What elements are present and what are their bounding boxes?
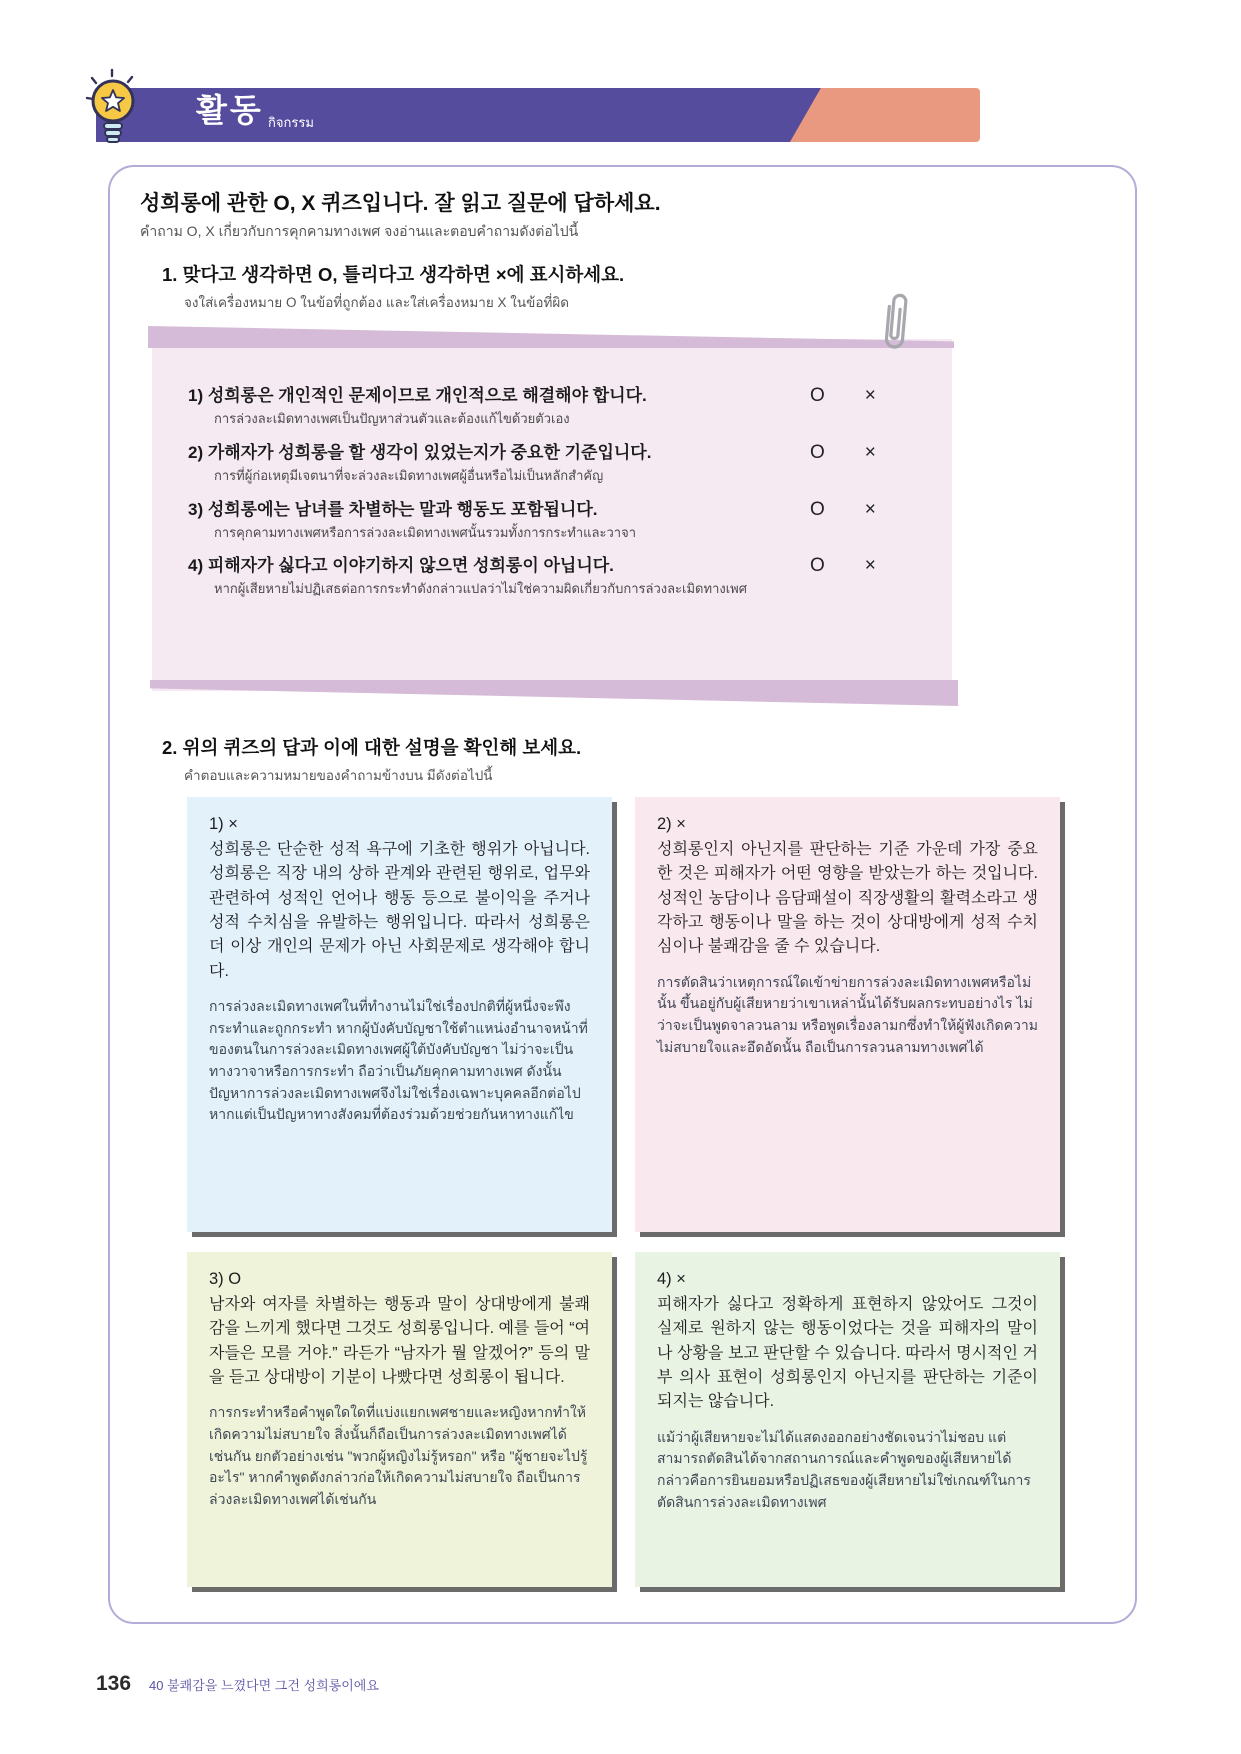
quiz-item-4 (188, 555, 952, 598)
answer-explanation-ko: 피해자가 싫다고 정확하게 표현하지 않았어도 그것이 실제로 원하지 않는 행동이었다는 것을 피해자의 말이나 상황을 보고 판단할 수 있습니다. 따라서 명시적인 거부 의사 표현이 성희롱인지 아닌지를 판단하는 기준이 되지는 않습니다. (657, 1296, 1038, 1411)
answer-box-2 (635, 797, 1060, 1232)
answer-explanation-th: การล่วงละเมิดทางเพศในที่ทำงานไม่ใช่เรื่องปกติที่ผู้หนึ่งจะพึงกระทำและถูกกระทำ หากผู้บังคับบัญชาใช้ตำแหน่งอำนาจหน้าที่ของตนในการล่วงละเมิดทางเพศผู้ใต้บังคับบัญชา ไม่ว่าจะเป็นทางวาจาหรือการกระทำ ถือว่าเป็นภัยคุกคามทางเพศ ดังนั้นปัญหาการล่วงละเมิดทางเพศจึงไม่ใช่เรื่องเฉพาะบุคคลอีกต่อไป หากแต่เป็นปัญหาทางสังคมที่ต้องร่วมด้วยช่วยกันหาทางแก้ไข (209, 997, 588, 1123)
section2-heading: 2. 위의 퀴즈의 답과 이에 대한 설명을 확인해 보세요. (162, 737, 582, 758)
quiz-item-2 (188, 442, 952, 485)
page-footer (96, 1672, 379, 1696)
quiz-item-text-th: หากผู้เสียหายไม่ปฏิเสธต่อการกระทำดังกล่าวแปลว่าไม่ใช่ความผิดเกี่ยวกับการล่วงละเมิดทางเพศ (214, 581, 747, 597)
quiz-item-3 (188, 499, 952, 542)
quiz-item-list (152, 339, 952, 598)
activity-banner (96, 88, 980, 142)
section1-heading-th: จงใส่เครื่องหมาย O ในข้อที่ถูกต้อง และใส่เครื่องหมาย X ในข้อที่ผิด (184, 295, 570, 310)
answer-x-mark[interactable]: × (864, 385, 876, 406)
quiz-item-text-th: การล่วงละเมิดทางเพศเป็นปัญหาส่วนตัวและต้องแก้ไขด้วยตัวเอง (214, 410, 570, 426)
quiz-item-text: 3) 성희롱에는 남녀를 차별하는 말과 행동도 포함됩니다. (188, 499, 598, 519)
answer-explanation-ko: 남자와 여자를 차별하는 행동과 말이 상대방에게 불쾌감을 느끼게 했다면 그것도 성희롱입니다. 예를 들어 “여자들은 모를 거야.” 라든가 “남자가 뭘 알겠어?” 등의 말을 듣고 상대방이 기분이 나빴다면 성희롱이 됩니다. (209, 1296, 590, 1386)
answers-grid (187, 797, 1060, 1587)
answer-label: 1) × (209, 815, 238, 833)
quiz-item-text: 1) 성희롱은 개인적인 문제이므로 개인적으로 해결해야 합니다. (188, 386, 647, 405)
answer-box-3 (187, 1252, 612, 1587)
answer-x-mark[interactable]: × (864, 441, 876, 463)
banner-title: 활동 (196, 92, 264, 128)
chapter-title: 40 불쾌감을 느꼈다면 그건 성희롱이에요 (149, 1678, 379, 1693)
content-container (108, 165, 1137, 1624)
answer-o-mark[interactable]: O (810, 441, 825, 463)
quiz-title-th: คำถาม O, X เกี่ยวกับการคุกคามทางเพศ จงอ่านและตอบคำถามดังต่อไปนี้ (140, 223, 579, 239)
lightbulb-icon (82, 68, 146, 152)
answer-box-4 (635, 1252, 1060, 1587)
answer-o-mark[interactable]: O (810, 385, 825, 406)
quiz-item-text-th: การคุกคามทางเพศหรือการล่วงละเมิดทางเพศนั้นรวมทั้งการกระทำและวาจา (214, 524, 637, 540)
quiz-item-text-th: การที่ผู้ก่อเหตุมีเจตนาที่จะล่วงละเมิดทางเพศผู้อื่นหรือไม่เป็นหลักสำคัญ (214, 467, 604, 483)
answer-label: 4) × (657, 1270, 686, 1288)
answer-label: 2) × (657, 815, 686, 833)
answer-x-mark[interactable]: × (864, 498, 876, 520)
quiz-item-marks (810, 500, 876, 519)
answer-box-1 (187, 797, 612, 1232)
answer-x-mark[interactable]: × (864, 555, 876, 577)
answer-o-mark[interactable]: O (810, 498, 825, 520)
quiz-item-1 (188, 385, 952, 428)
quiz-item-marks (810, 556, 876, 575)
answer-label: 3) O (209, 1270, 242, 1288)
section1-heading: 1. 맞다고 생각하면 O, 틀리다고 생각하면 ×에 표시하세요. (162, 264, 625, 285)
answer-explanation-ko: 성희롱인지 아닌지를 판단하는 기준 가운데 가장 중요한 것은 피해자가 어떤 영향을 받았는가 하는 것입니다. 성적인 농담이나 음담패설이 직장생활의 활력소라고 생각하고 행동이나 말을 하는 것이 상대방에게 성적 수치심이나 불쾌감을 줄 수 있습니다. (657, 841, 1038, 956)
quiz-title: 성희롱에 관한 O, X 퀴즈입니다. 잘 읽고 질문에 답하세요. (140, 192, 661, 215)
answer-o-mark[interactable]: O (810, 555, 825, 577)
answer-explanation-th: แม้ว่าผู้เสียหายจะไม่ได้แสดงออกอย่างชัดเจนว่าไม่ชอบ แต่สามารถตัดสินได้จากสถานการณ์และคำพูดของผู้เสียหายได้ กล่าวคือการยินยอมหรือปฏิเสธของผู้เสียหายไม่ใช่เกณฑ์ในการตัดสินการล่วงละเมิดทางเพศ (657, 1428, 1031, 1510)
quiz-panel (152, 339, 952, 691)
quiz-item-marks (810, 443, 876, 462)
section2-heading-th: คำตอบและความหมายของคำถามข้างบน มีดังต่อไปนี้ (184, 768, 493, 783)
banner-subtitle: กิจกรรม (268, 115, 314, 130)
answer-explanation-th: การตัดสินว่าเหตุการณ์ใดเข้าข่ายการล่วงละเมิดทางเพศหรือไม่นั้น ขึ้นอยู่กับผู้เสียหายว่าเขาเหล่านั้นได้รับผลกระทบอย่างไร ไม่ว่าจะเป็นพูดจาลวนลาม หรือพูดเรื่องลามกซึ่งทำให้ผู้ฟังเกิดความไม่สบายใจและอึดอัดนั้น ถือเป็นการลวนลามทางเพศได้ (657, 973, 1038, 1055)
page-number: 136 (96, 1672, 132, 1695)
answer-explanation-ko: 성희롱은 단순한 성적 욕구에 기초한 행위가 아닙니다. 성희롱은 직장 내의 상하 관계와 관련된 행위로, 업무와 관련하여 성적인 언어나 행동 등으로 불이익을 주거나 성적 수치심을 유발하는 행위입니다. 따라서 성희롱은 더 이상 개인의 문제가 아닌 사회문제로 생각해야 합니다. (209, 841, 590, 980)
answer-explanation-th: การกระทำหรือคำพูดใดใดที่แบ่งแยกเพศชายและหญิงหากทำให้เกิดความไม่สบายใจ สิ่งนั้นก็ถือเป็นการล่วงละเมิดทางเพศได้เช่นกัน ยกตัวอย่างเช่น "พวกผู้หญิงไม่รู้หรอก" หรือ "ผู้ชายจะไปรู้อะไร" หากคำพูดดังกล่าวก่อให้เกิดความไม่สบายใจ ถือเป็นการล่วงละเมิดทางเพศได้เช่นกัน (209, 1404, 588, 1507)
quiz-item-marks (810, 386, 876, 405)
panel-decoration-bottom (150, 680, 958, 706)
quiz-item-text: 4) 피해자가 싫다고 이야기하지 않으면 성희롱이 아닙니다. (188, 556, 614, 576)
quiz-item-text: 2) 가해자가 성희롱을 할 생각이 있었는지가 중요한 기준입니다. (188, 442, 652, 462)
